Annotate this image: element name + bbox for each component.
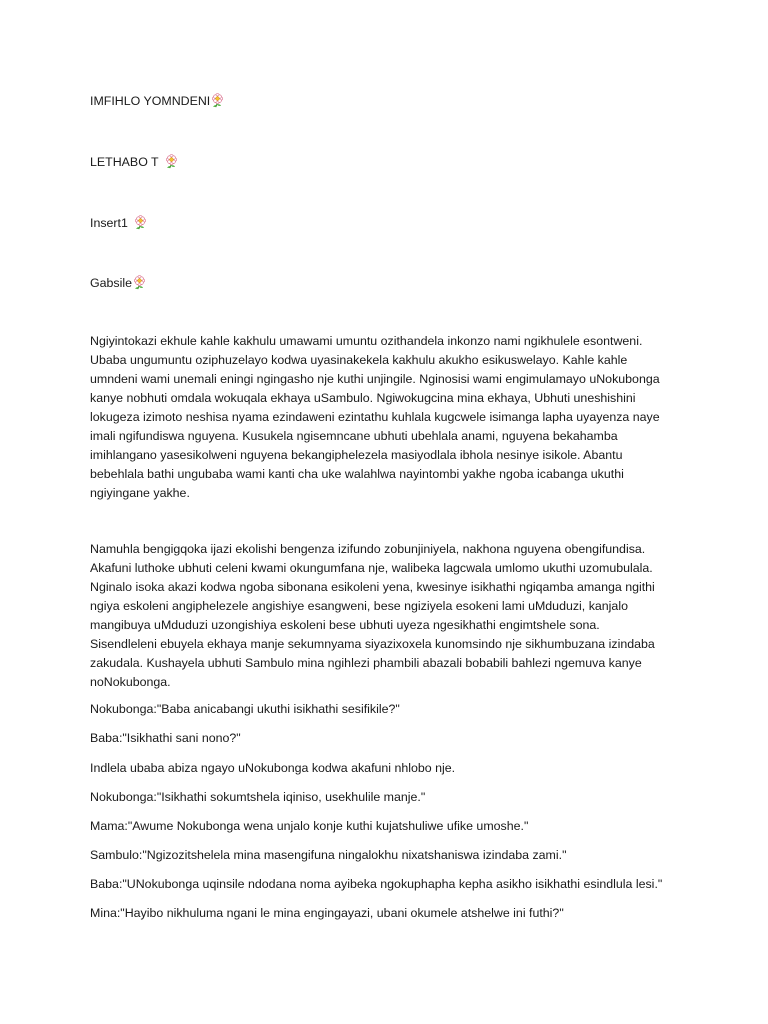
paragraph-line: kanye nobhuti omdala wokuqala ekhaya uSambulo. Ngiwokugcina mina ekhaya, Ubhuti uneshishini bbox=[90, 391, 636, 405]
dialogue-line: Indlela ubaba abiza ngayo uNokubonga kodwa akafuni nhlobo nje. bbox=[90, 761, 456, 775]
paragraph-line: ngiyingane yakhe. bbox=[90, 486, 190, 500]
dialogue-line: Sambulo:"Ngizozitshelela mina masengifuna ningalokhu nixatshaniswa izindaba zami." bbox=[90, 848, 567, 862]
insert-line bbox=[90, 214, 708, 233]
document-title: IMFIHLO YOMNDENI bbox=[90, 94, 211, 108]
dialogue-line: Mama:"Awume Nokubonga wena unjalo konje kuthi kujatshuliwe ufike umoshe." bbox=[90, 819, 529, 833]
dialogue-line: Nokubonga:"Baba anicabangi ukuthi isikhathi sesifikile?" bbox=[90, 702, 400, 716]
paragraph-line: Ngiyintokazi ekhule kahle kakhulu umawami umuntu ozithandela inkonzo nami ngikhulele esontweni. bbox=[90, 334, 643, 348]
flower-icon bbox=[133, 215, 148, 230]
character-line bbox=[90, 274, 708, 293]
paragraph-line: imihlangano yasesikolweni nguyena bekangiphelezela masiyodlala ibhola nesinye isikole. Abantu bbox=[90, 448, 623, 462]
paragraph-line: Akafuni luthoke ubhuti celeni kwami okungumfana nje, walibeka lagcwala umlomo ukuthi uzomubulala. bbox=[90, 561, 653, 575]
paragraph-line: zakudala. Kushayela ubhuti Sambulo mina ngihlezi phambili abazali bobabili bahlezi ngemuva kanye bbox=[90, 656, 642, 670]
character-name: Gabsile bbox=[90, 276, 133, 290]
paragraph-2 bbox=[90, 540, 690, 692]
paragraph-line: noNokubonga. bbox=[90, 675, 171, 689]
flower-icon bbox=[164, 154, 179, 169]
author-name: LETHABO T bbox=[90, 155, 159, 169]
insert-label: Insert1 bbox=[90, 216, 128, 230]
paragraph-line: imali ngifundiswa nguyena. Kusukela ngisemncane ubhuti ubehlala anami, nguyena bekahamba bbox=[90, 429, 618, 443]
dialogue-line: Mina:"Hayibo nikhuluma ngani le mina engingayazi, ubani okumele atshelwe ini futhi?" bbox=[90, 906, 564, 920]
flower-icon bbox=[132, 275, 147, 290]
paragraph-line: Ubaba ungumuntu oziphuzelayo kodwa uyasinakekela kakhulu akukho esikuswelayo. Kahle kahle bbox=[90, 353, 628, 367]
paragraph-line: mangibuya uMduduzi uzongishiya eskoleni bese ubhuti uyeza ngesikhathi engimtshele sona. bbox=[90, 618, 600, 632]
paragraph-line: Namuhla bengigqoka ijazi ekolishi bengenza izifundo zobunjiniyela, nakhona nguyena obengifundisa. bbox=[90, 542, 646, 556]
author-line bbox=[90, 153, 708, 172]
paragraph-1 bbox=[90, 332, 690, 503]
document-title-line bbox=[90, 92, 708, 111]
dialogue-line: Baba:"UNokubonga uqinsile ndodana noma ayibeka ngokuphapha kepha asikho isikhathi esindlula lesi." bbox=[90, 877, 663, 891]
dialogue-line: Nokubonga:"Isikhathi sokumtshela iqiniso, usekhulile manje." bbox=[90, 790, 426, 804]
paragraph-line: ngiya eskoleni angiphelezele angishiye esangweni, bese ngiziyela esokeni lami uMduduzi, kanjalo bbox=[90, 599, 628, 613]
dialogue-line: Baba:"Isikhathi sani nono?" bbox=[90, 731, 241, 745]
paragraph-line: Nginalo isoka akazi kodwa ngoba sibonana esikoleni yena, kwesinye isikhathi ngiqamba amanga ngithi bbox=[90, 580, 655, 594]
flower-icon bbox=[210, 93, 225, 108]
paragraph-line: Sisendleleni ebuyela ekhaya manje sekumnyama siyazixoxela kunomsindo nje sikhumbuzana izindaba bbox=[90, 637, 655, 651]
paragraph-line: lokugeza izimoto neshisa nyama ezindaweni ezintathu kuhlala kugcwele isimanga lapha uyayenza naye bbox=[90, 410, 660, 424]
paragraph-line: bebehlala bathi ungubaba wami kanti cha uke walahlwa nayintombi yakhe ngoba icabanga ukuthi bbox=[90, 467, 624, 481]
paragraph-line: umndeni wami unemali eningi ngingasho nje kuthi unjingile. Nginosisi wami engimulamayo uNokubonga bbox=[90, 372, 660, 386]
